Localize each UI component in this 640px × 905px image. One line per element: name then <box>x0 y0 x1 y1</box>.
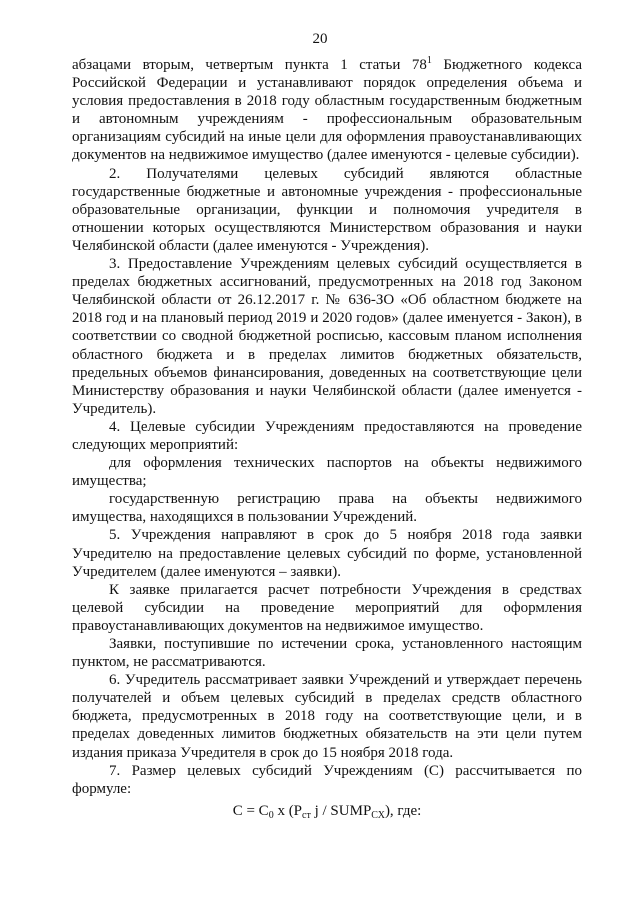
formula-subscript: 0 <box>268 809 274 821</box>
page-number: 20 <box>312 31 328 47</box>
document-body <box>72 56 582 820</box>
paragraph-6: 6. Учредитель рассматривает заявки Учреждений и утверждает перечень получателей и объем целевых субсидий в пределах средств областного бюджета, предусмотренных в 2018 году на соответствующие цели, и в пределах доведенных лимитов бюджетных обязательств на эти цели путем издания приказа Учредителя в срок до 15 ноября 2018 года. <box>72 672 582 761</box>
paragraph-2: 2. Получателями целевых субсидий являются областные государственные бюджетные и автономные учреждения - профессиональные образовательные организации, функции и полномочия учредителя в отношении которых осуществляются Министерством образования и науки Челябинской области (далее именуются - Учреждения). <box>72 165 582 254</box>
formula-part: j / SUMP <box>310 802 372 819</box>
formula-part: С = С <box>232 802 269 819</box>
paragraph-7: 7. Размер целевых субсидий Учреждениям (С) рассчитывается по формуле: <box>72 762 582 797</box>
formula-part: х (Р <box>273 802 303 819</box>
paragraph-4-item-2: государственную регистрацию права на объекты недвижимого имущества, находящихся в пользовании Учреждений. <box>72 491 582 526</box>
paragraph-5-late-applications: Заявки, поступившие по истечении срока, установленного настоящим пунктом, не рассматриваются. <box>72 636 582 671</box>
paragraph-3: 3. Предоставление Учреждениям целевых субсидий осуществляется в пределах бюджетных ассигнований, предусмотренных на 2018 год Законом Челябинской области от 26.12.2017 г. № 636-ЗО «Об областном бюджете на 2018 год и на плановый период 2019 и 2020 годов» (далее именуется - Закон), в соответствии со сводной бюджетной росписью, кассовым планом исполнения областного бюджета и в пределах лимитов бюджетных обязательств, предельных объемов финансирования, доведенных на соответствующие цели Министерству образования и науки Челябинской области (далее именуется - Учредитель). <box>72 256 582 417</box>
paragraph-4-item-1: для оформления технических паспортов на объекты недвижимого имущества; <box>72 455 582 490</box>
paragraph-text: абзацами вторым, четвертым пункта 1 статьи 78 <box>72 57 427 73</box>
formula-part: ), где: <box>384 802 422 819</box>
article-superscript: 1 <box>426 55 432 66</box>
paragraph-1-continuation <box>72 56 582 165</box>
formula-subscript: ст <box>302 809 311 821</box>
paragraph-5-attachment: К заявке прилагается расчет потребности Учреждения в средствах целевой субсидии на проведение мероприятий для оформления правоустанавливающих документов на недвижимое имущество. <box>72 581 582 634</box>
formula-subscript: СХ <box>371 809 385 821</box>
paragraph-text: Бюджетного кодекса Российской Федерации и устанавливают порядок определения объема и условия предоставления в 2018 году областным государственным бюджетным и автономным учреждениям - профессиональным образовательным организациям субсидий на иные цели для оформления правоустанавливающих документов на недвижимое имущество (далее именуются - целевые субсидии). <box>72 57 583 164</box>
paragraph-5: 5. Учреждения направляют в срок до 5 ноября 2018 года заявки Учредителю на предоставление целевых субсидий по форме, установленной Учредителем (далее именуются – заявки). <box>72 527 582 580</box>
paragraph-4: 4. Целевые субсидии Учреждениям предоставляются на проведение следующих мероприятий: <box>72 418 582 453</box>
subsidy-formula <box>72 802 582 820</box>
